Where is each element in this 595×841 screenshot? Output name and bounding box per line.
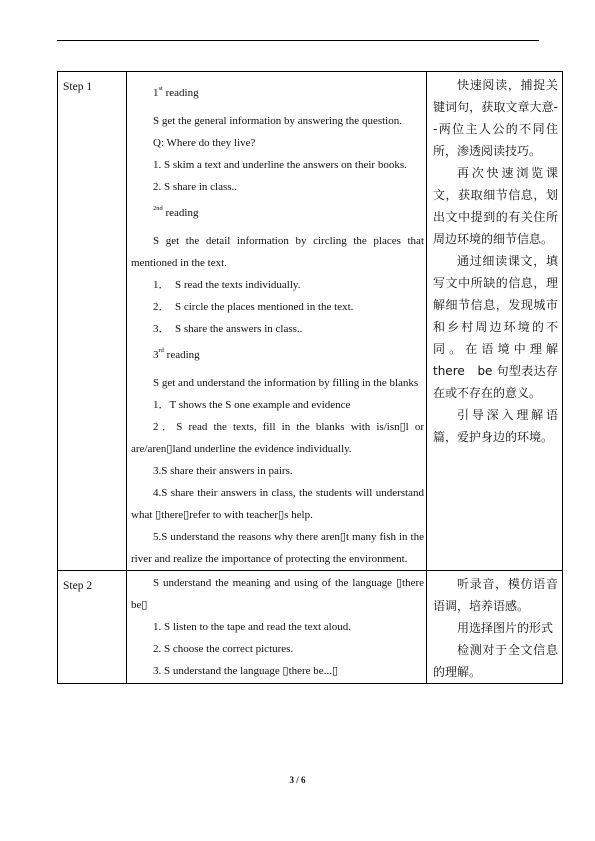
header-rule [57,40,539,41]
understand-step-4: 4.S share their answers in class, the students will understand what ▯there▯refer to with teacher▯s help. [131,487,424,521]
understand-step-3: 3.S share their answers in pairs. [153,465,293,477]
second-reading-heading: $^{2nd}$ reading [153,205,199,219]
third-reading-heading: 3rd reading [153,347,200,361]
aim-close-reading: 通过细读课文，填写文中所缺的信息，理解细节信息，发现城市和乡村周边环境的不同。在语境中理解 there be 句型表达存在或不存在的意义。 [433,254,558,400]
understand-step-1: 1．T shows the S one example and evidence [153,399,351,411]
language-text: S understand the meaning and using of the language ▯there be▯ [131,577,424,611]
share-step: 2. S share in class.. [153,181,238,193]
step1-aims [427,72,563,571]
step1-label: Step 1 [58,72,127,571]
detail-step-3: 3． S share the answers in class.. [153,323,303,335]
aim-check: 检测对于全文信息的理解。 [433,643,558,679]
step2-aims [427,571,563,684]
table-row-step1 [58,72,563,571]
question-text: Q: Where do they live? [153,137,256,149]
detail-step-1: 1． S read the texts individually. [153,279,301,291]
detail-info-text: S get the detail information by circling the places that mentioned in the text. [131,235,424,269]
step2-procedure [127,571,427,684]
step2-label: Step 2 [58,571,127,684]
language-step: 3. S understand the language ▯there be...▯ [153,665,338,677]
lesson-plan-table [57,71,563,684]
choose-step: 2. S choose the correct pictures. [153,643,294,655]
aim-fast-reading: 快速阅读，捕捉关键词句，获取文章大意--两位主人公的不同住所，渗透阅读技巧。 [433,78,558,158]
skim-step: 1. S skim a text and underline the answers on their books. [153,159,407,171]
detail-step-2: 2． S circle the places mentioned in the text. [153,301,354,313]
table-row-step2 [58,571,563,684]
understand-step-2: 2．S read the texts, fill in the blanks with is/isn▯l or are/aren▯land underline the evidence individually. [131,421,424,455]
understand-info-text: S get and understand the information by filling in the blanks [153,377,419,389]
listen-step: 1. S listen to the tape and read the text aloud. [153,621,351,633]
aim-listening: 听录音，模仿语音语调，培养语感。 [433,577,558,613]
step1-procedure [127,72,427,571]
general-info-text: S get the general information by answering the question. [153,115,402,127]
aim-pictures: 用选择图片的形式 [457,621,554,635]
understand-step-5: 5.S understand the reasons why there aren▯t many fish in the river and realize the importance of protecting the environment. [131,531,424,565]
page-number: 3 / 6 [289,775,306,785]
first-reading-heading: 1st reading [153,85,199,99]
aim-detail-reading: 再次快速浏览课文，获取细节信息，划出文中提到的有关住所周边环境的细节信息。 [433,166,558,246]
aim-environment: 引导深入理解语篇，爱护身边的环境。 [433,408,558,444]
